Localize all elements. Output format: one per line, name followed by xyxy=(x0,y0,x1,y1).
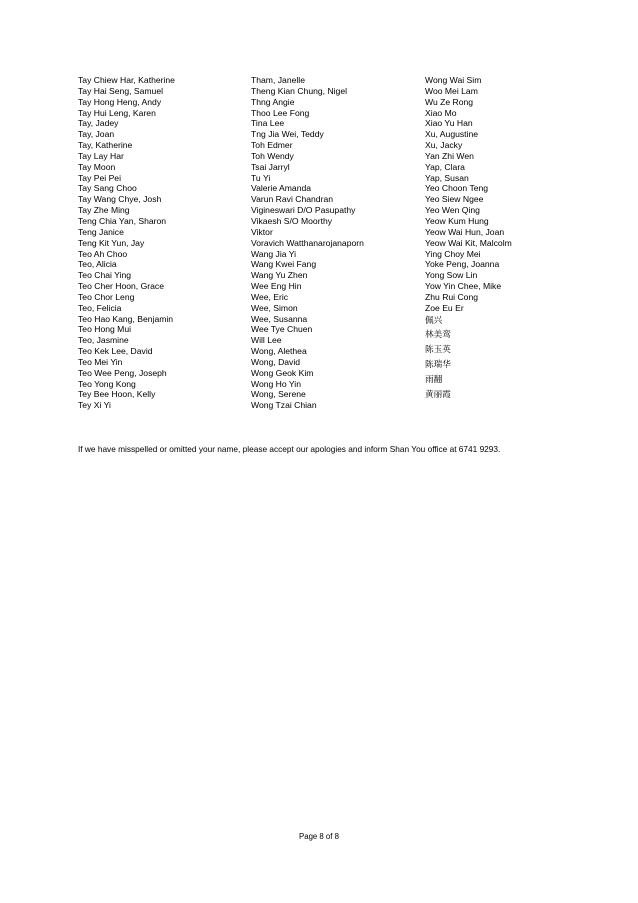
name-entry: Vigineswari D/O Pasupathy xyxy=(251,205,356,216)
name-entry: Will Lee xyxy=(251,335,282,346)
name-column-1 xyxy=(78,75,248,411)
name-entry: Tu Yi xyxy=(251,172,271,183)
name-entry: Teo, Jasmine xyxy=(78,335,129,346)
name-entry: Wong Tzai Chian xyxy=(251,400,317,411)
name-entry: Wang Kwei Fang xyxy=(251,259,317,270)
name-entry: 雨翻 xyxy=(425,374,443,385)
name-entry: Yow Yin Chee, Mike xyxy=(425,281,502,292)
name-entry: Tay Wang Chye, Josh xyxy=(78,194,162,205)
name-entry: Teo Hao Kang, Benjamin xyxy=(78,313,174,324)
name-entry: Yeow Wai Hun, Joan xyxy=(425,226,505,237)
name-entry: Valerie Amanda xyxy=(251,183,312,194)
name-entry: Tay Hui Leng, Karen xyxy=(78,107,156,118)
name-entry: 佩兴 xyxy=(425,315,443,326)
name-entry: 陈玉英 xyxy=(425,345,451,356)
name-entry: Wong, David xyxy=(251,356,301,367)
name-entry: Teo, Alicia xyxy=(78,259,117,270)
name-entry: Wee Eng Hin xyxy=(251,281,302,292)
name-entry: Woo Mei Lam xyxy=(425,85,478,96)
name-entry: Teo, Felicia xyxy=(78,302,122,313)
name-entry: Teng Janice xyxy=(78,226,124,237)
name-entry: Tey Xi Yi xyxy=(78,400,111,411)
name-entry: Yap, Susan xyxy=(425,172,469,183)
name-entry: Yan Zhi Wen xyxy=(425,150,474,161)
name-entry: Tey Bee Hoon, Kelly xyxy=(78,389,156,400)
apology-note: If we have misspelled or omitted your name, please accept our apologies and inform Shan You office at 6741 9293. xyxy=(78,444,501,454)
name-entry: Wee, Susanna xyxy=(251,313,308,324)
name-entry: Teng Kit Yun, Jay xyxy=(78,237,145,248)
name-entry: Yeo Siew Ngee xyxy=(425,194,484,205)
name-entry: Tsai Jarryl xyxy=(251,161,290,172)
name-column-2 xyxy=(251,75,421,411)
name-entry: Wang Jia Yi xyxy=(251,248,297,259)
name-entry: Xiao Yu Han xyxy=(425,118,473,129)
name-entry: Toh Wendy xyxy=(251,150,294,161)
name-entry: Tina Lee xyxy=(251,118,285,129)
name-entry: Tay, Joan xyxy=(78,129,115,140)
name-entry: Yeo Choon Teng xyxy=(425,183,489,194)
name-entry: Yoke Peng, Joanna xyxy=(425,259,500,270)
name-entry: Xu, Augustine xyxy=(425,129,479,140)
name-entry: Wee Tye Chuen xyxy=(251,324,313,335)
name-entry: Tng Jia Wei, Teddy xyxy=(251,129,324,140)
name-entry: 林美鸾 xyxy=(425,330,451,341)
name-entry: Yeo Wen Qing xyxy=(425,205,480,216)
donor-name-list xyxy=(0,75,638,420)
name-entry: Wong Ho Yin xyxy=(251,378,302,389)
name-entry: Xu, Jacky xyxy=(425,140,463,151)
name-entry: Teo Kek Lee, David xyxy=(78,346,153,357)
name-entry: Wong, Alethea xyxy=(251,346,307,357)
name-entry: Tay Sang Choo xyxy=(78,183,137,194)
name-entry: Ying Choy Mei xyxy=(425,248,481,259)
name-entry: Varun Ravi Chandran xyxy=(251,194,334,205)
name-entry: Wong Wai Sim xyxy=(425,75,482,85)
name-entry: 陈瑞华 xyxy=(425,359,451,370)
name-entry: Yong Sow Lin xyxy=(425,270,478,281)
name-entry: Voravich Watthanarojanaporn xyxy=(251,237,364,248)
name-entry: Teng Chia Yan, Sharon xyxy=(78,215,167,226)
page-number: Page 8 of 8 xyxy=(299,832,339,841)
name-entry: Theng Kian Chung, Nigel xyxy=(251,85,348,96)
name-entry: Tay, Jadey xyxy=(78,118,119,129)
name-entry: Tay Chiew Har, Katherine xyxy=(78,75,175,85)
name-entry: Teo Wee Peng, Joseph xyxy=(78,367,167,378)
name-entry: Tay Hong Heng, Andy xyxy=(78,96,162,107)
name-entry: Tay Hai Seng, Samuel xyxy=(78,85,164,96)
name-entry: Teo Chor Leng xyxy=(78,291,135,302)
name-entry: Toh Edmer xyxy=(251,140,293,151)
name-entry: Tay Zhe Ming xyxy=(78,205,130,216)
name-entry: Wong, Serene xyxy=(251,389,306,400)
name-entry: Wee, Eric xyxy=(251,291,289,302)
name-entry: Teo Ah Choo xyxy=(78,248,128,259)
name-entry: Tham, Janelle xyxy=(251,75,305,85)
name-entry: Tay Moon xyxy=(78,161,116,172)
name-entry: Tay Lay Har xyxy=(78,150,124,161)
name-entry: Teo Hong Mui xyxy=(78,324,132,335)
name-entry: Teo Yong Kong xyxy=(78,378,136,389)
name-column-3 xyxy=(425,75,605,402)
name-entry: Yeow Kum Hung xyxy=(425,215,489,226)
name-entry: Xiao Mo xyxy=(425,107,457,118)
name-entry: Zhu Rui Cong xyxy=(425,291,479,302)
name-entry: Yeow Wai Kit, Malcolm xyxy=(425,237,512,248)
name-entry: Teo Chai Ying xyxy=(78,270,132,281)
name-entry: Viktor xyxy=(251,226,273,237)
name-entry: Teo Cher Hoon, Grace xyxy=(78,281,164,292)
name-entry: Yap, Clara xyxy=(425,161,465,172)
name-entry: Thoo Lee Fong xyxy=(251,107,310,118)
name-entry: Wang Yu Zhen xyxy=(251,270,308,281)
name-entry: Wu Ze Rong xyxy=(425,96,474,107)
name-entry: Thng Angie xyxy=(251,96,295,107)
name-entry: Wong Geok Kim xyxy=(251,367,314,378)
name-entry: 黄丽霞 xyxy=(425,389,451,400)
name-entry: Vikaesh S/O Moorthy xyxy=(251,215,333,226)
name-entry: Tay, Katherine xyxy=(78,140,133,151)
name-entry: Zoe Eu Er xyxy=(425,302,464,313)
name-entry: Teo Mei Yin xyxy=(78,356,123,367)
name-entry: Tay Pei Pei xyxy=(78,172,121,183)
name-entry: Wee, Simon xyxy=(251,302,298,313)
